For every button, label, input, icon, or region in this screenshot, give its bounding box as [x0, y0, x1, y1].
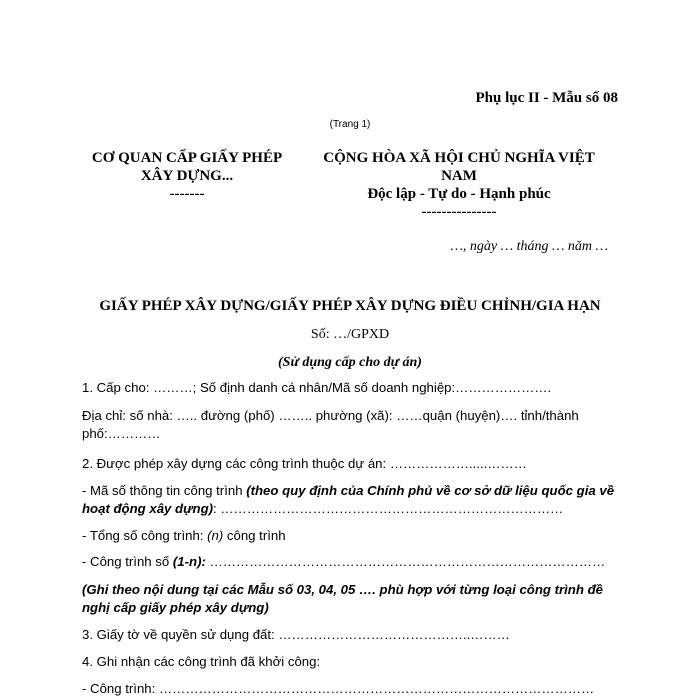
item-granted-to: 1. Cấp cho: ………; Số định danh cá nhân/Mã số doanh nghiệp:………………….	[82, 380, 552, 395]
item-started-works: 4. Ghi nhận các công trình đã khởi công:	[82, 654, 321, 669]
work-range: (1-n):	[172, 554, 206, 569]
page-label: (Trang 1)	[329, 119, 371, 130]
info-code-note: (theo quy định của Chính phủ về cơ sở dữ liệu quốc gia về hoạt động xây dựng)	[82, 483, 615, 516]
agency-line2: XÂY DỰNG...	[140, 168, 234, 184]
work-prefix: - Công trình số	[82, 554, 173, 569]
document-title: GIẤY PHÉP XÂY DỰNG/GIẤY PHÉP XÂY DỰNG ĐIỀU CHỈNH/GIA HẠN	[99, 298, 601, 314]
work-number-line	[82, 553, 622, 571]
republic-line1: CỘNG HÒA XÃ HỘI CHỦ NGHĨA VIỆT	[323, 150, 595, 166]
work-suffix: ………………………………………………………………………………	[205, 554, 606, 569]
motto-rule: ---------------	[421, 204, 497, 220]
total-prefix: - Tổng số công trình:	[82, 528, 208, 543]
motto: Độc lập - Tự do - Hạnh phúc	[367, 186, 551, 202]
info-code-prefix: - Mã số thông tin công trình	[82, 483, 247, 498]
agency-rule: -------	[169, 186, 205, 202]
item-land-use-docs: 3. Giấy tờ về quyền sử dụng đất: ……………………………………..………	[82, 627, 510, 642]
item-permitted-works: 2. Được phép xây dựng các công trình thuộc dự án: ……………….....………	[82, 456, 527, 471]
info-code-suffix: : ……………………………………………………………………	[213, 501, 564, 516]
address-line: Địa chỉ: số nhà: ….. đường (phố) …….. phường (xã): ……quận (huyện)…. tỉnh/thành phố:…………	[82, 408, 579, 441]
republic-line2: NAM	[441, 168, 477, 184]
document-scope: (Sử dụng cấp cho dự án)	[278, 355, 422, 370]
info-code-line	[82, 482, 622, 518]
works-line: - Công trình: ………………………………………………………………………………………	[82, 681, 595, 696]
document-number: Số: …/GPXD	[310, 327, 390, 342]
national-heading	[300, 149, 618, 221]
issuing-agency	[82, 149, 292, 203]
total-n: (n)	[207, 528, 224, 543]
total-suffix: công trình	[223, 528, 286, 543]
total-works-line	[82, 527, 622, 545]
agency-line1: CƠ QUAN CẤP GIẤY PHÉP	[91, 150, 283, 166]
date-line: …, ngày … tháng … năm …	[450, 239, 608, 254]
appendix-label: Phụ lục II - Mẫu số 08	[475, 90, 618, 106]
note-paragraph: (Ghi theo nội dung tại các Mẫu số 03, 04, 05 …. phù hợp với từng loại công trình đề nghị cấp giấy phép xây dựng)	[82, 582, 603, 615]
